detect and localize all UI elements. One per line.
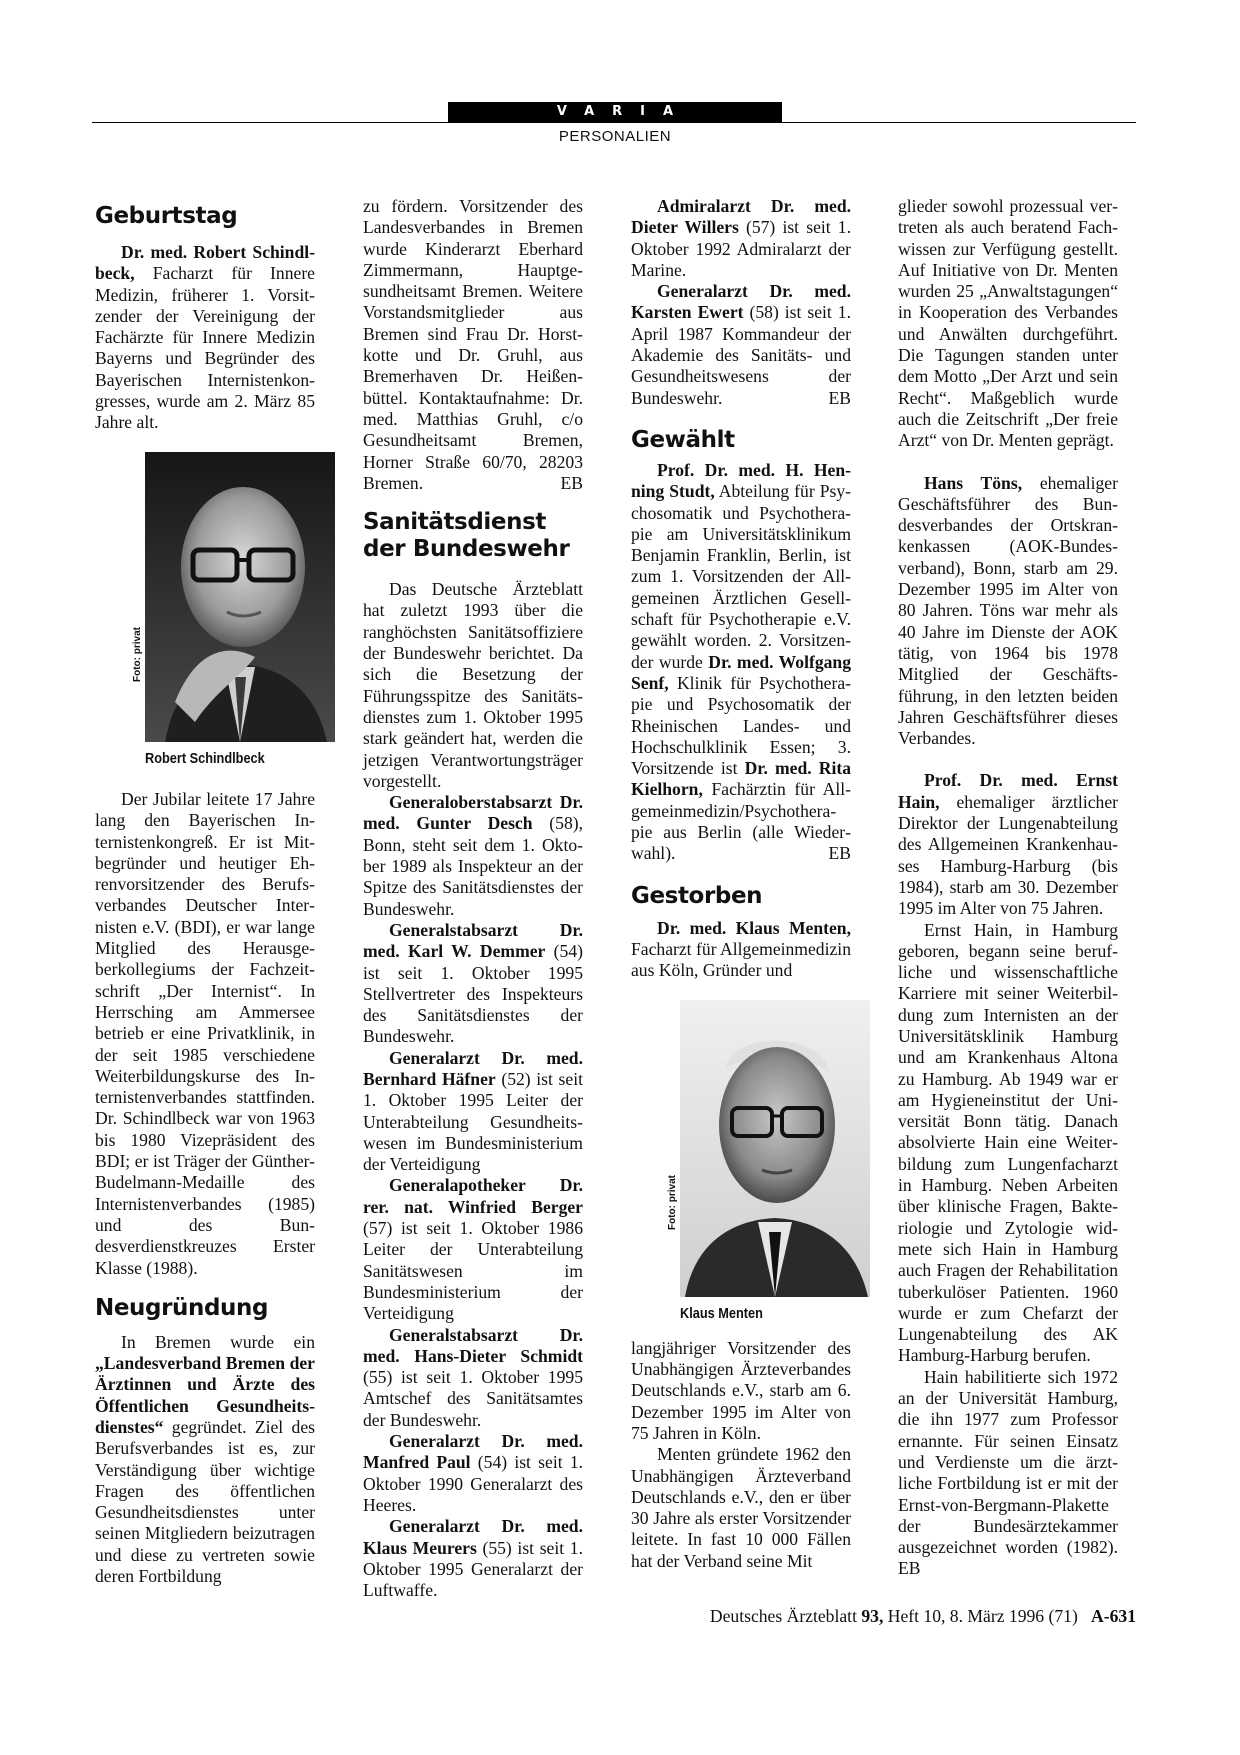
paragraph: Das Deutsche Ärzteblatt hat zuletzt 1993 über die ranghöchsten Sanitätsoffiziere der Bundeswehr berichtet. Da sich die Besetzung der Führungsspitze des Sanitätsdienstes zum 1. Oktober 1995 stark geändert hat, werden die jetzigen Verantwortungsträger vorgestellt. <box>363 579 583 791</box>
section-band: VARIA <box>448 102 782 122</box>
heading-geburtstag: Geburtstag <box>95 203 238 229</box>
paragraph: Ernst Hain, in Hamburg geboren, begann seine berufliche und wissenschaftliche Karriere mit seiner Weiterbildung zum Internisten an der Universitätsklinik Hamburg und am Krankenhaus Altona zu Hamburg. Ab 1949 war er am Hygieneinstitut der Universität Bonn tätig. Danach absolvierte Hain eine Weiterbildung zum Lungenfacharzt in Hamburg. Neben Arbeiten über klinische Fragen, Bakteriologie und Zytologie widmete sich Hain in Hamburg auch Fragen der Rehabilitation tuberkulöser Patienten. 1960 wurde er zum Chefarzt der Lungenabteilung des AK Hamburg-Harburg berufen. <box>898 919 1118 1366</box>
entry: Generalarzt Dr. med. Manfred Paul (54) ist seit 1. Oktober 1990 Generalarzt des Heeres. <box>363 1431 584 1515</box>
paragraph: zu fördern. Vorsitzender des Landesverbandes in Bremen wurde Kinderarzt Eberhard Zimmermann, Hauptgesundheitsamt Bremen. Weitere Vorstandsmitglieder aus Bremen sind Frau Dr. Horstkotte und Dr. Gruhl, aus Bremerhaven Dr. Heißenbüttel. Kontaktaufnahme: Dr. med. Matthias Gruhl, c/o Gesundheitsamt Bremen, Horner Straße 60/70, 28203 Bremen. EB <box>363 196 583 493</box>
entry: Generalarzt Dr. med. Karsten Ewert (58) ist seit 1. April 1987 Kommandeur der Akademie des Sanitäts- und Gesundheitswesens der Bundeswehr. EB <box>631 281 852 408</box>
subsection-label: PERSONALIEN <box>558 128 672 145</box>
paragraph: Dr. med. Robert Schindlbeck, Facharzt für Innere Medizin, früherer 1. Vorsitzender der Vereinigung der Fachärzte für Innere Medizin Bayerns und Begründer des Bayerischen Internistenkongresses, wurde am 2. März 85 Jahre alt. <box>95 242 315 433</box>
paragraph: Menten gründete 1962 den Unabhängigen Ärzteverband Deutschlands e.V., den er über 30 Jahre als erster Vorsitzender leitete. In fast 10 000 Fällen hat der Verband seine Mit <box>631 1444 851 1571</box>
portrait-photo-schindlbeck <box>132 452 335 769</box>
photo-credit: Foto: privat <box>132 626 143 682</box>
entry: Generalstabsarzt Dr. med. Hans-Dieter Schmidt (55) ist seit 1. Oktober 1995 Amtschef des Sanitätsamtes der Bundeswehr. <box>363 1324 583 1430</box>
entry: Generalarzt Dr. med. Klaus Meurers (55) ist seit 1. Oktober 1995 Generalarzt der Luftwaffe. <box>363 1516 583 1601</box>
heading-sanitaetsdienst: Sanitätsdienst der Bundeswehr <box>363 509 570 563</box>
photo-credit: Foto: privat <box>667 1174 678 1230</box>
entry: Generalarzt Dr. med. Bernhard Häfner (52) ist seit 1. Oktober 1995 Leiter der Unterabteilung Gesundheitswesen im Bundesministerium der Verteidigung <box>363 1047 583 1175</box>
entry: Admiralarzt Dr. med. Dieter Willers (57) ist seit 1. Oktober 1992 Admiralarzt der Marine. <box>631 196 852 280</box>
heading-gestorben: Gestorben <box>631 882 763 909</box>
paragraph: langjähriger Vorsitzender des Unabhängigen Ärzteverbandes Deutschlands e.V., starb am 6. Dezember 1995 im Alter von 75 Jahren in Köln. <box>631 1337 851 1443</box>
paragraph: Dr. med. Klaus Menten, Facharzt für Allgemeinmedizin aus Köln, Gründer und <box>631 917 851 981</box>
portrait-image <box>680 1000 870 1297</box>
organization-name: „Landesverband Bremen der Ärztinnen und Ärzte des Öffentlichen Gesundheitsdienstes“ <box>95 1353 315 1437</box>
column-1 <box>95 203 315 1587</box>
paragraph: In Bremen wurde ein „Landesverband Bremen der Ärztinnen und Ärzte des Öffentlichen Gesundheitsdienstes“ gegründet. Ziel des Berufsverbandes ist es, zur Verständigung über wichtige Fragen des öffentlichen Gesundheitsdienstes unter seinen Mitgliedern beizutragen und diese zu vertreten sowie deren Fortbildung <box>95 1331 315 1587</box>
photo-caption: Klaus Menten <box>680 1304 763 1322</box>
entry: Generaloberstabsarzt Dr. med. Gunter Desch (58), Bonn, steht seit dem 1. Oktober 1989 als Inspekteur an der Spitze des Sanitätsdienstes der Bundeswehr. <box>363 792 583 919</box>
entry: Generalapotheker Dr. rer. nat. Winfried Berger (57) ist seit 1. Oktober 1986 Leiter der Unterabteilung Sanitätswesen im Bundesministerium der Verteidigung <box>363 1175 583 1324</box>
paragraph: glieder sowohl prozessual vertreten als auch beratend Fachwissen zur Verfügung gestellt. Auf Initiative von Dr. Menten wurden 25 „Anwaltstagungen“ in Kooperation des Verbandes und Anwälten durchgeführt. Die Tagungen standen unter dem Motto „Der Arzt und sein Recht“. Maßgeblich wurde auch die Zeitschrift „Der freie Arzt“ von Dr. Menten geprägt. <box>898 196 1118 451</box>
paragraph: Prof. Dr. med. H. Henning Studt, Abteilung für Psychosomatik und Psychotherapie am Universitätsklinikum Benjamin Franklin, Berlin, ist zum 1. Vorsitzenden der Allgemeinen Ärztlichen Gesellschaft für Psychotherapie e.V. gewählt worden. 2. Vorsitzender wurde Dr. med. Wolfgang Senf, Klinik für Psychotherapie und Psychosomatik der Rheinischen Landes- und Hochschulklinik Essen; 3. Vorsitzende ist Dr. med. Rita Kielhorn, Fachärztin für Allgemeinmedizin/Psychotherapie aus Berlin (alle Wiederwahl). EB <box>631 459 851 864</box>
column-3 <box>631 196 851 1572</box>
column-2 <box>363 196 583 1601</box>
paragraph: Der Jubilar leitete 17 Jahre lang den Bayerischen Internistenkongreß. Er ist Mitbegründer und heutiger Ehrenvorsitzender des Berufsverbandes Deutscher Internisten e.V. (BDI), er war lange Mitglied des Herausgeberkollegiums der Fachzeitschrift „Der Internist“. In Herrsching am Ammersee betrieb er eine Privatklinik, in der seit 1985 verschiedene Weiterbildungskurse des Internistenverbandes stattfinden. Dr. Schindlbeck war von 1963 bis 1980 Vizepräsident des BDI; er ist Träger der Günther-Budelmann-Medaille des Internistenverbandes (1985) und des Bundesverdienstkreuzes Erster Klasse (1988). <box>95 788 315 1278</box>
portrait-image <box>145 452 335 742</box>
page-number: A-631 <box>1091 1606 1136 1626</box>
heading-neugruendung: Neugründung <box>95 1294 269 1321</box>
paragraph: Hans Töns, ehemaliger Geschäftsführer des Bundesverbandes der Ortskrankenkassen (AOK-Bundesverband), Bonn, starb am 29. Dezember 1995 im Alter von 80 Jahren. Töns war mehr als 40 Jahre im Dienste der AOK tätig, von 1964 bis 1978 Mitglied der Geschäftsführung, in den letzten beiden Jahren Geschäftsführer dieses Verbandes. <box>898 472 1118 749</box>
paragraph: Hain habilitierte sich 1972 an der Universität Hamburg, die ihn 1977 zum Professor ernannte. Für seinen Einsatz und Verdienste um die ärztliche Fortbildung ist er mit der Ernst-von-Bergmann-Plakette der Bundesärztekammer ausgezeichnet worden (1982). EB <box>898 1366 1118 1579</box>
column-4 <box>898 196 1118 1580</box>
portrait-photo-menten <box>667 1000 870 1324</box>
person-name: Dr. med. Robert Schindlbeck, <box>95 242 315 284</box>
header-rule <box>92 122 1136 123</box>
page-footer: Deutsches Ärzteblatt 93, Heft 10, 8. März 1996 (71) A-631 <box>709 1606 1136 1626</box>
photo-caption: Robert Schindlbeck <box>145 749 265 767</box>
paragraph: Prof. Dr. med. Ernst Hain, ehemaliger ärztlicher Direktor der Lungenabteilung des Allgemeinen Krankenhauses Hamburg-Harburg (bis 1984), starb am 30. Dezember 1995 im Alter von 75 Jahren. <box>898 770 1118 919</box>
heading-gewaehlt: Gewählt <box>631 426 735 453</box>
entry: Generalstabsarzt Dr. med. Karl W. Demmer (54) ist seit 1. Oktober 1995 Stellvertreter des Inspekteurs des Sanitätsdienstes der Bundeswehr. <box>363 919 583 1047</box>
